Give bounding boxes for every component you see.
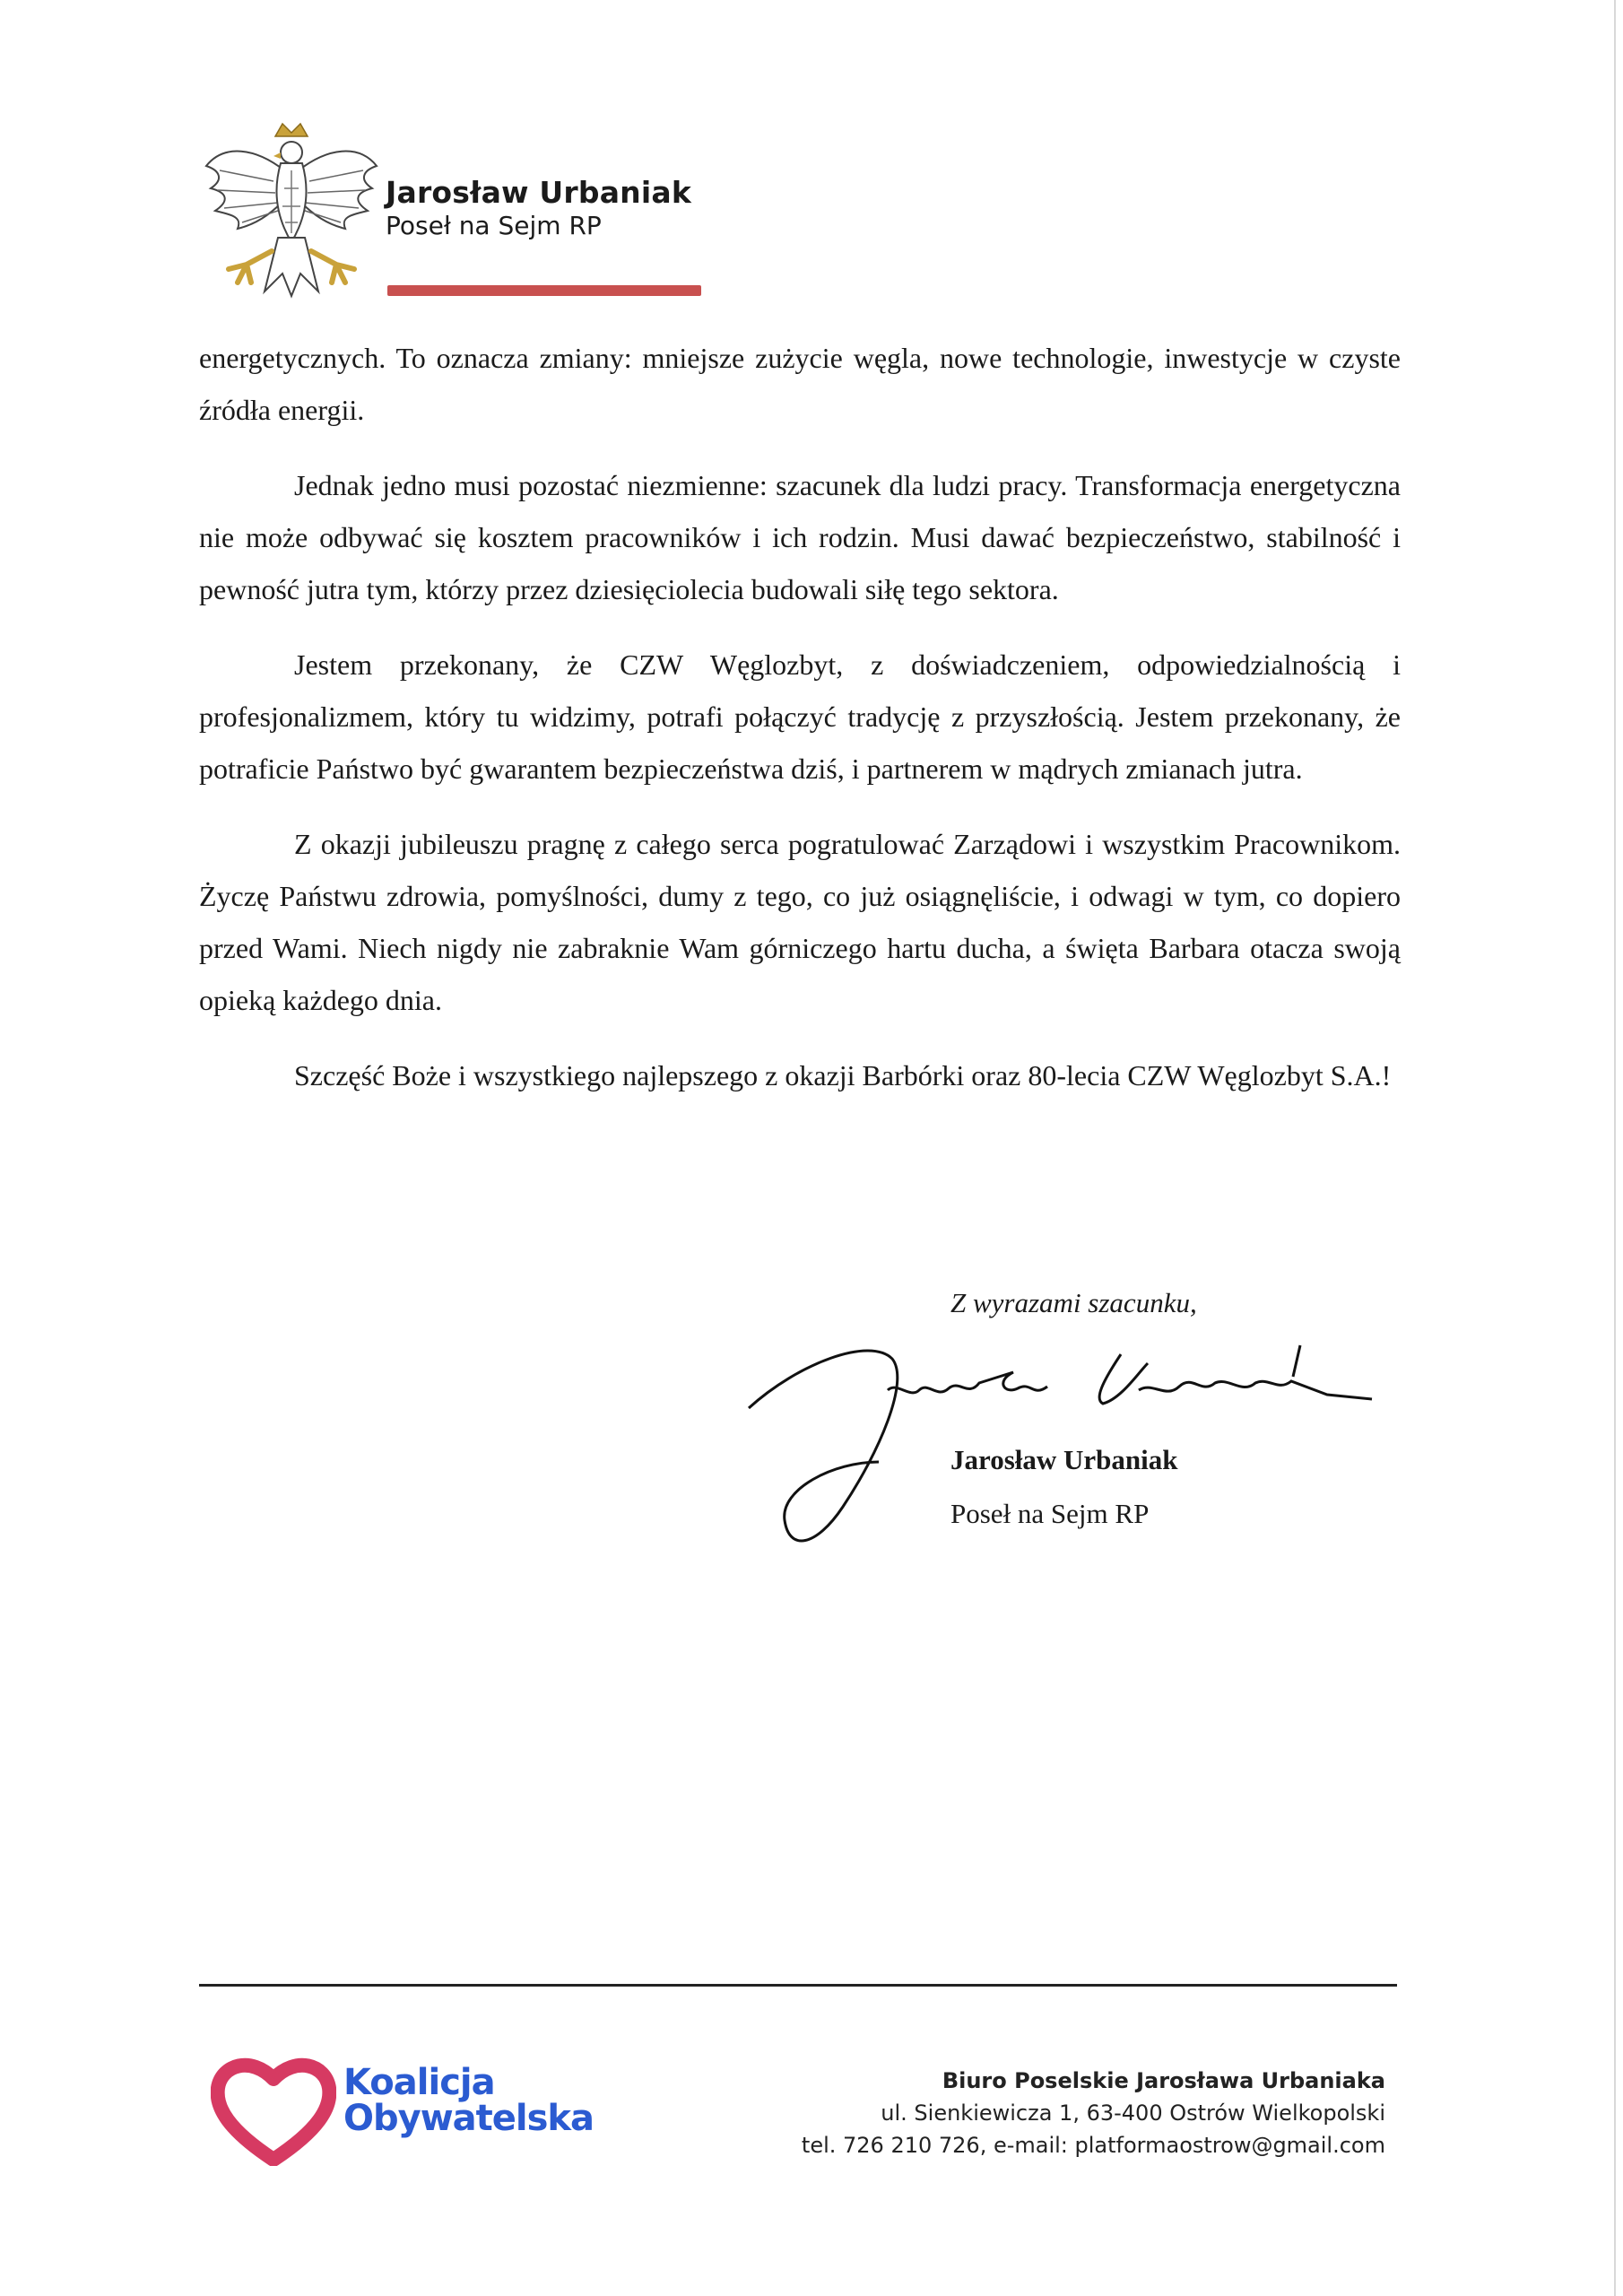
footer-divider: [199, 1984, 1397, 1987]
signatory-name: Jarosław Urbaniak: [950, 1444, 1178, 1475]
party-name-line1: Koalicja: [343, 2062, 495, 2103]
letter-body: [199, 332, 1401, 1125]
office-contact: [802, 2065, 1385, 2161]
body-paragraph: energetycznych. To oznacza zmiany: mniejsze zużycie węgla, nowe technologie, inwestycje w czyste źródła energii.: [199, 342, 1401, 426]
letterhead-name: Jarosław Urbaniak: [386, 175, 692, 210]
party-logo-text: [343, 2062, 595, 2139]
office-name: Biuro Poselskie Jarosława Urbaniaka: [942, 2068, 1385, 2093]
scan-edge: [1614, 0, 1616, 2296]
polish-eagle-emblem-icon: [202, 117, 381, 305]
heart-logo-icon: [211, 2054, 336, 2166]
body-paragraph: Jednak jedno musi pozostać niezmienne: szacunek dla ludzi pracy. Transformacja energetyczna nie może odbywać się kosztem pracowników i ich rodzin. Musi dawać bezpieczeństwo, stabilność i pewność jutra tym, którzy przez dziesięciolecia budowali siłę tego sektora.: [199, 469, 1401, 605]
closing-greeting: Z wyrazami szacunku,: [950, 1287, 1197, 1318]
letterhead: [386, 175, 691, 241]
body-paragraph: Z okazji jubileuszu pragnę z całego serca pogratulować Zarządowi i wszystkim Pracownikom. Życzę Państwu zdrowia, pomyślności, dumy z tego, co już osiągnęliście, i odwagi w tym, co dopiero przed Wami. Niech nigdy nie zabraknie Wam górniczego hartu ducha, a święta Barbara otacza swoją opieką każdego dnia.: [199, 828, 1401, 1016]
body-paragraph: Szczęść Boże i wszystkiego najlepszego z okazji Barbórki oraz 80-lecia CZW Węglozbyt S.A.!: [294, 1059, 1392, 1091]
office-phone-email: tel. 726 210 726, e-mail: platformaostrow@gmail.com: [801, 2133, 1385, 2158]
letterhead-title: Poseł na Sejm RP: [386, 211, 602, 240]
letterhead-accent-bar: [387, 285, 701, 296]
signatory-title: Poseł na Sejm RP: [950, 1498, 1150, 1529]
office-address: ul. Sienkiewicza 1, 63-400 Ostrów Wielkopolski: [881, 2100, 1385, 2126]
body-paragraph: Jestem przekonany, że CZW Węglozbyt, z doświadczeniem, odpowiedzialnością i profesjonalizmem, który tu widzimy, potrafi połączyć tradycję z przyszłością. Jestem przekonany, że potraficie Państwo być gwarantem bezpieczeństwa dziś, i partnerem w mądrych zmianach jutra.: [199, 648, 1401, 785]
party-name-line2: Obywatelska: [343, 2098, 595, 2139]
